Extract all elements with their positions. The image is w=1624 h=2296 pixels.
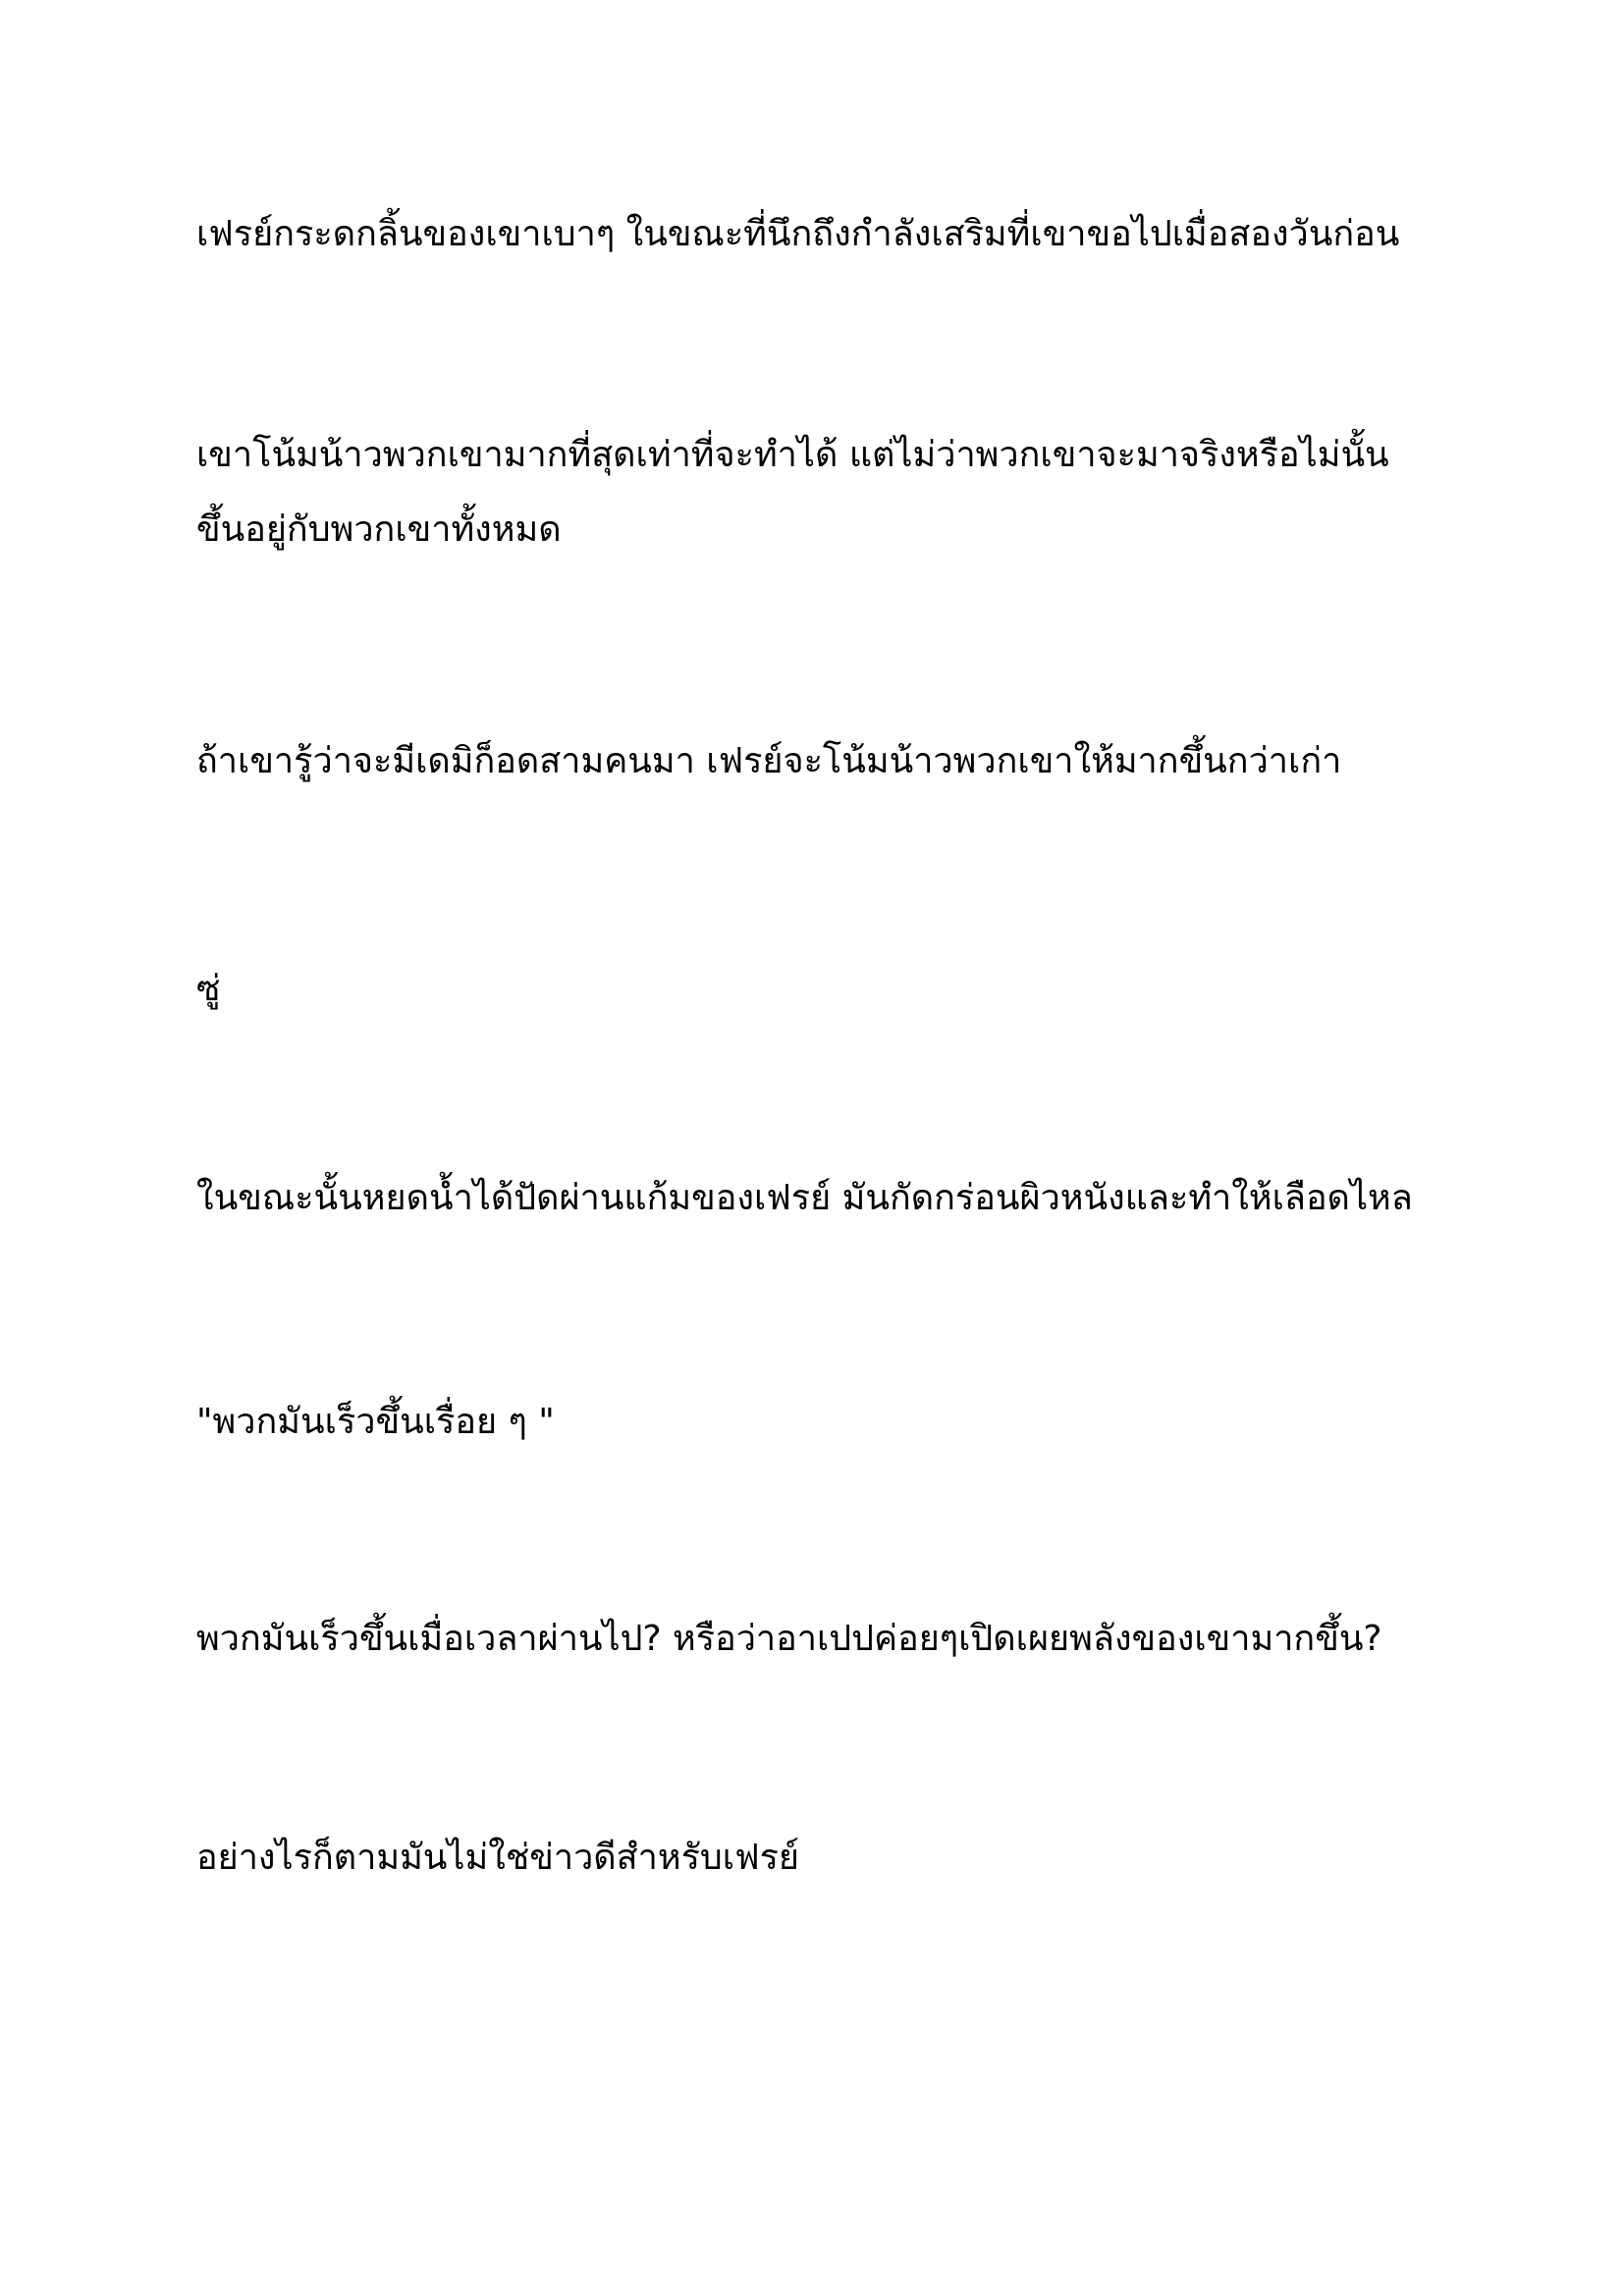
paragraph bbox=[196, 418, 1434, 567]
paragraph bbox=[196, 1602, 1434, 1677]
paragraph bbox=[196, 197, 1434, 272]
paragraph-line: ถ้าเขารู้ว่าจะมีเดมิก็อดสามคนมา เฟรย์จะโน้มน้าวพวกเขาให้มากขึ้นกว่าเก่า bbox=[196, 741, 1342, 781]
paragraph-line: ซู่ bbox=[196, 969, 221, 1009]
paragraph-line: พวกมันเร็วขึ้นเมื่อเวลาผ่านไป? หรือว่าอาเปปค่อยๆเปิดเผยพลังของเขามากขึ้น? bbox=[196, 1619, 1382, 1659]
paragraph bbox=[196, 1821, 1434, 1896]
paragraph-line: ขึ้นอยู่กับพวกเขาทั้งหมด bbox=[196, 509, 562, 550]
paragraph-line: "พวกมันเร็วขึ้นเรื่อย ๆ " bbox=[196, 1402, 555, 1442]
paragraph-line: อย่างไรก็ตามมันไม่ใช่ข่าวดีสำหรับเฟรย์ bbox=[196, 1838, 800, 1878]
paragraph bbox=[196, 724, 1434, 799]
paragraph-line: เขาโน้มน้าวพวกเขามากที่สุดเท่าที่จะทำได้ แต่ไม่ว่าพวกเขาจะมาจริงหรือไม่นั้น bbox=[196, 435, 1389, 475]
paragraph bbox=[196, 1161, 1434, 1236]
paragraph-line: เฟรย์กระดกลิ้นของเขาเบาๆ ในขณะที่นึกถึงกำลังเสริมที่เขาขอไปเมื่อสองวันก่อน bbox=[196, 214, 1400, 254]
dialogue-paragraph bbox=[196, 1385, 1434, 1460]
paragraph-line: ในขณะนั้นหยดน้ำได้ปัดผ่านแก้มของเฟรย์ มันกัดกร่อนผิวหนังและทำให้เลือดไหล bbox=[196, 1178, 1413, 1218]
sound-effect-paragraph bbox=[196, 952, 1434, 1027]
